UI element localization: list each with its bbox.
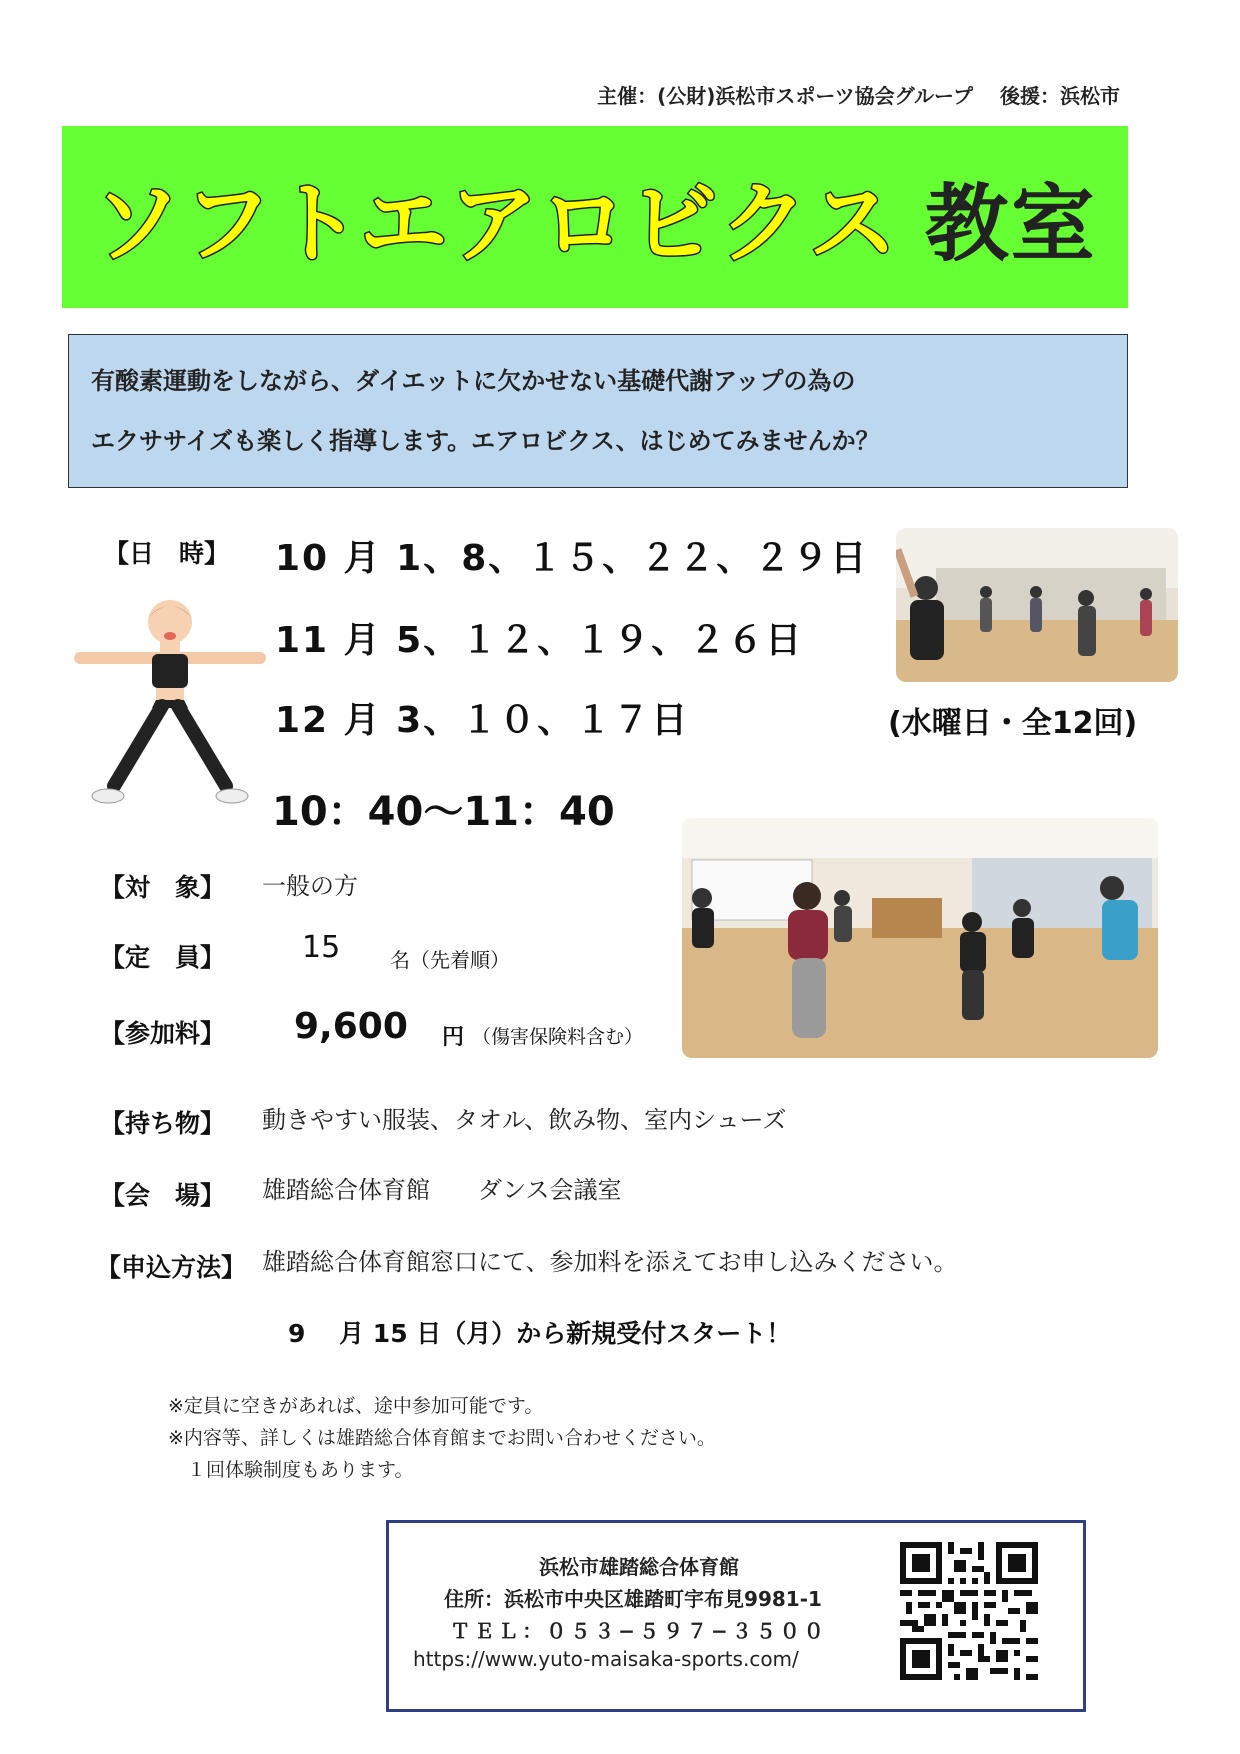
schedule-time: 10：40〜11：40	[272, 789, 615, 835]
items-label: 【持ち物】	[100, 1109, 226, 1138]
note-line-1: ※定員に空きがあれば、途中参加可能です。	[168, 1395, 544, 1417]
title-main: ソフトエアロビクス	[93, 172, 899, 275]
items-value: 動きやすい服装、タオル、飲み物、室内シューズ	[262, 1106, 787, 1134]
apply-value: 雄踏総合体育館窓口にて、参加料を添えてお申し込みください。	[262, 1248, 958, 1276]
note-line-2: ※内容等、詳しくは雄踏総合体育館までお問い合わせください。	[168, 1427, 716, 1449]
intro-line-2: エクササイズも楽しく指導します。エアロビクス、はじめてみませんか？	[91, 427, 880, 455]
qr-code[interactable]	[900, 1542, 1038, 1680]
apply-label: 【申込方法】	[96, 1253, 247, 1282]
capacity-number: 15	[302, 930, 341, 965]
fee-unit: 円	[442, 1025, 465, 1050]
schedule-line-nov: 11 月 5、１２、１９、２６日	[275, 620, 804, 661]
contact-tel: ＴＥＬ：０５３−５９７−３５００	[450, 1619, 828, 1643]
aerobics-photo-2	[682, 818, 1158, 1058]
intro-line-1: 有酸素運動をしながら、ダイエットに欠かせない基礎代謝アップの為の	[91, 367, 856, 395]
target-label: 【対 象】	[100, 873, 226, 902]
aerobics-person-illustration	[70, 590, 270, 808]
schedule-label: 【日 時】	[104, 539, 230, 568]
capacity-unit: 名（先着順）	[390, 948, 510, 972]
venue-label: 【会 場】	[100, 1181, 226, 1210]
schedule-line-dec: 12 月 3、１０、１７日	[275, 700, 690, 741]
schedule-line-oct: 10 月 1、8、１５、２２、２９日	[275, 538, 869, 579]
contact-url-link[interactable]: https://www.yuto-maisaka-sports.com/	[413, 1647, 799, 1671]
notes	[168, 1390, 716, 1486]
fee-note: （傷害保険料含む）	[472, 1026, 644, 1048]
intro-box	[68, 334, 1128, 488]
start-notice: 9 月 15 日（月）から新規受付スタート！	[288, 1319, 792, 1348]
fee-amount: 9,600	[294, 1006, 408, 1047]
page-title	[62, 126, 1128, 308]
sponsor-line: 主催：(公財)浜松市スポーツ協会グループ 後援：浜松市	[597, 84, 1120, 108]
contact-address: 住所：浜松市中央区雄踏町宇布見9981-1	[444, 1587, 822, 1611]
fee-label: 【参加料】	[100, 1019, 226, 1048]
title-banner	[62, 126, 1128, 308]
venue-value: 雄踏総合体育館 ダンス会議室	[262, 1176, 622, 1204]
note-line-3: １回体験制度もあります。	[168, 1459, 414, 1481]
capacity-label: 【定 員】	[100, 943, 226, 972]
schedule-note: (水曜日・全12回)	[888, 706, 1138, 741]
aerobics-photo-1	[896, 528, 1178, 682]
target-value: 一般の方	[262, 872, 358, 900]
contact-name: 浜松市雄踏総合体育館	[539, 1555, 739, 1579]
title-suffix: 教室	[924, 174, 1097, 273]
